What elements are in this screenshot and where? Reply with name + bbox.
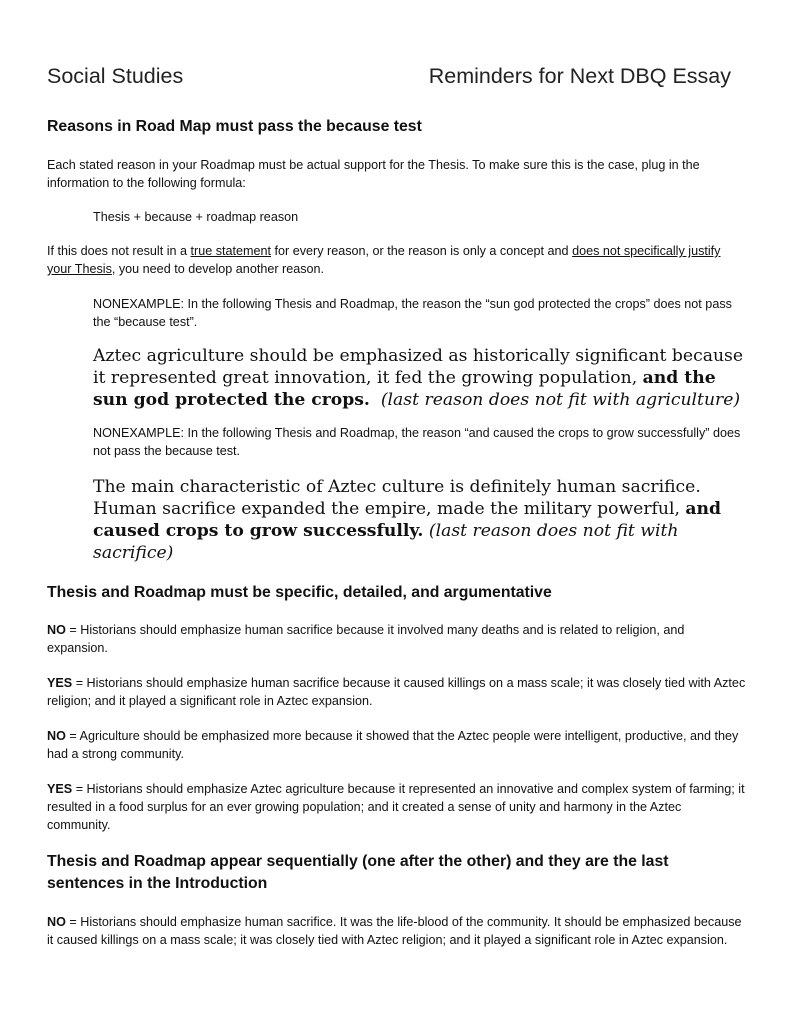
example-label: YES bbox=[47, 676, 73, 690]
example-label: YES bbox=[47, 782, 73, 796]
example-text: = Historians should emphasize human sacrifice. It was the life-blood of the community. It should be emphasized because it caused killings on a mass scale; it was closely tied with Aztec religion; and it played a significant role in Aztec expansion. bbox=[47, 915, 742, 947]
header-subject: Social Studies bbox=[47, 64, 184, 88]
instruction-paragraph bbox=[47, 242, 747, 278]
example-2-bold: and caused crops to grow successfully. bbox=[93, 499, 722, 541]
example-1-note: (last reason does not fit with agriculture) bbox=[380, 390, 741, 410]
example-1-bold: and the sun god protected the crops. bbox=[93, 368, 716, 410]
example-1-thesis bbox=[47, 345, 747, 411]
underlined-justify-thesis: does not specifically justify your Thesis bbox=[47, 244, 721, 276]
example-item bbox=[47, 913, 747, 949]
example-label: NO bbox=[47, 623, 66, 637]
nonexample-1-intro: NONEXAMPLE: In the following Thesis and Roadmap, the reason the “sun god protected the crops” does not pass the “because test”. bbox=[93, 297, 732, 329]
example-item bbox=[47, 674, 747, 710]
example-item bbox=[47, 780, 747, 834]
example-text: = Historians should emphasize human sacrifice because it caused killings on a mass scale; it was closely tied with Aztec religion; and it played a significant role in Aztec expansion. bbox=[47, 676, 746, 708]
example-2-thesis bbox=[47, 476, 747, 564]
underlined-true-statement: true statement bbox=[190, 244, 272, 258]
example-item bbox=[47, 621, 747, 657]
example-2-note: (last reason does not fit with sacrifice) bbox=[93, 521, 679, 563]
instruction-text-1: If this does not result in a bbox=[47, 244, 191, 258]
section-heading-specific: Thesis and Roadmap must be specific, detailed, and argumentative bbox=[47, 584, 552, 601]
example-label: NO bbox=[47, 915, 66, 929]
page-header bbox=[47, 62, 747, 90]
example-text: = Agriculture should be emphasized more because it showed that the Aztec people were intelligent, productive, and they had a strong community. bbox=[47, 729, 739, 761]
instruction-text-3: , you need to develop another reason. bbox=[111, 262, 325, 276]
example-text: = Historians should emphasize Aztec agriculture because it represented an innovative and complex system of farming; it resulted in a food surplus for an ever growing population; and it created a sense of unity and harmony in the Aztec community. bbox=[47, 782, 745, 832]
example-text: = Historians should emphasize human sacrifice because it involved many deaths and is related to religion, and expansion. bbox=[47, 623, 685, 655]
instruction-text-2: for every reason, or the reason is only a concept and bbox=[271, 244, 573, 258]
formula-line: Thesis + because + roadmap reason bbox=[93, 210, 299, 224]
document-page bbox=[47, 62, 747, 949]
example-label: NO bbox=[47, 729, 66, 743]
example-2-plain: The main characteristic of Aztec culture is definitely human sacrifice. Human sacrifice expanded the empire, made the military powerful, bbox=[93, 477, 701, 519]
example-item bbox=[47, 727, 747, 763]
intro-paragraph: Each stated reason in your Roadmap must be actual support for the Thesis. To make sure this is the case, plug in the information to the following formula: bbox=[47, 158, 700, 190]
section-heading-because-test: Reasons in Road Map must pass the because test bbox=[47, 118, 422, 135]
example-1-plain: Aztec agriculture should be emphasized as historically significant because it represented great innovation, it fed the growing population, bbox=[93, 346, 744, 388]
section-heading-sequential: Thesis and Roadmap appear sequentially (one after the other) and they are the last sentences in the Introduction bbox=[47, 853, 669, 892]
header-title: Reminders for Next DBQ Essay bbox=[428, 64, 731, 88]
nonexample-2-intro: NONEXAMPLE: In the following Thesis and Roadmap, the reason “and caused the crops to grow successfully” does not pass the because test. bbox=[93, 426, 741, 458]
